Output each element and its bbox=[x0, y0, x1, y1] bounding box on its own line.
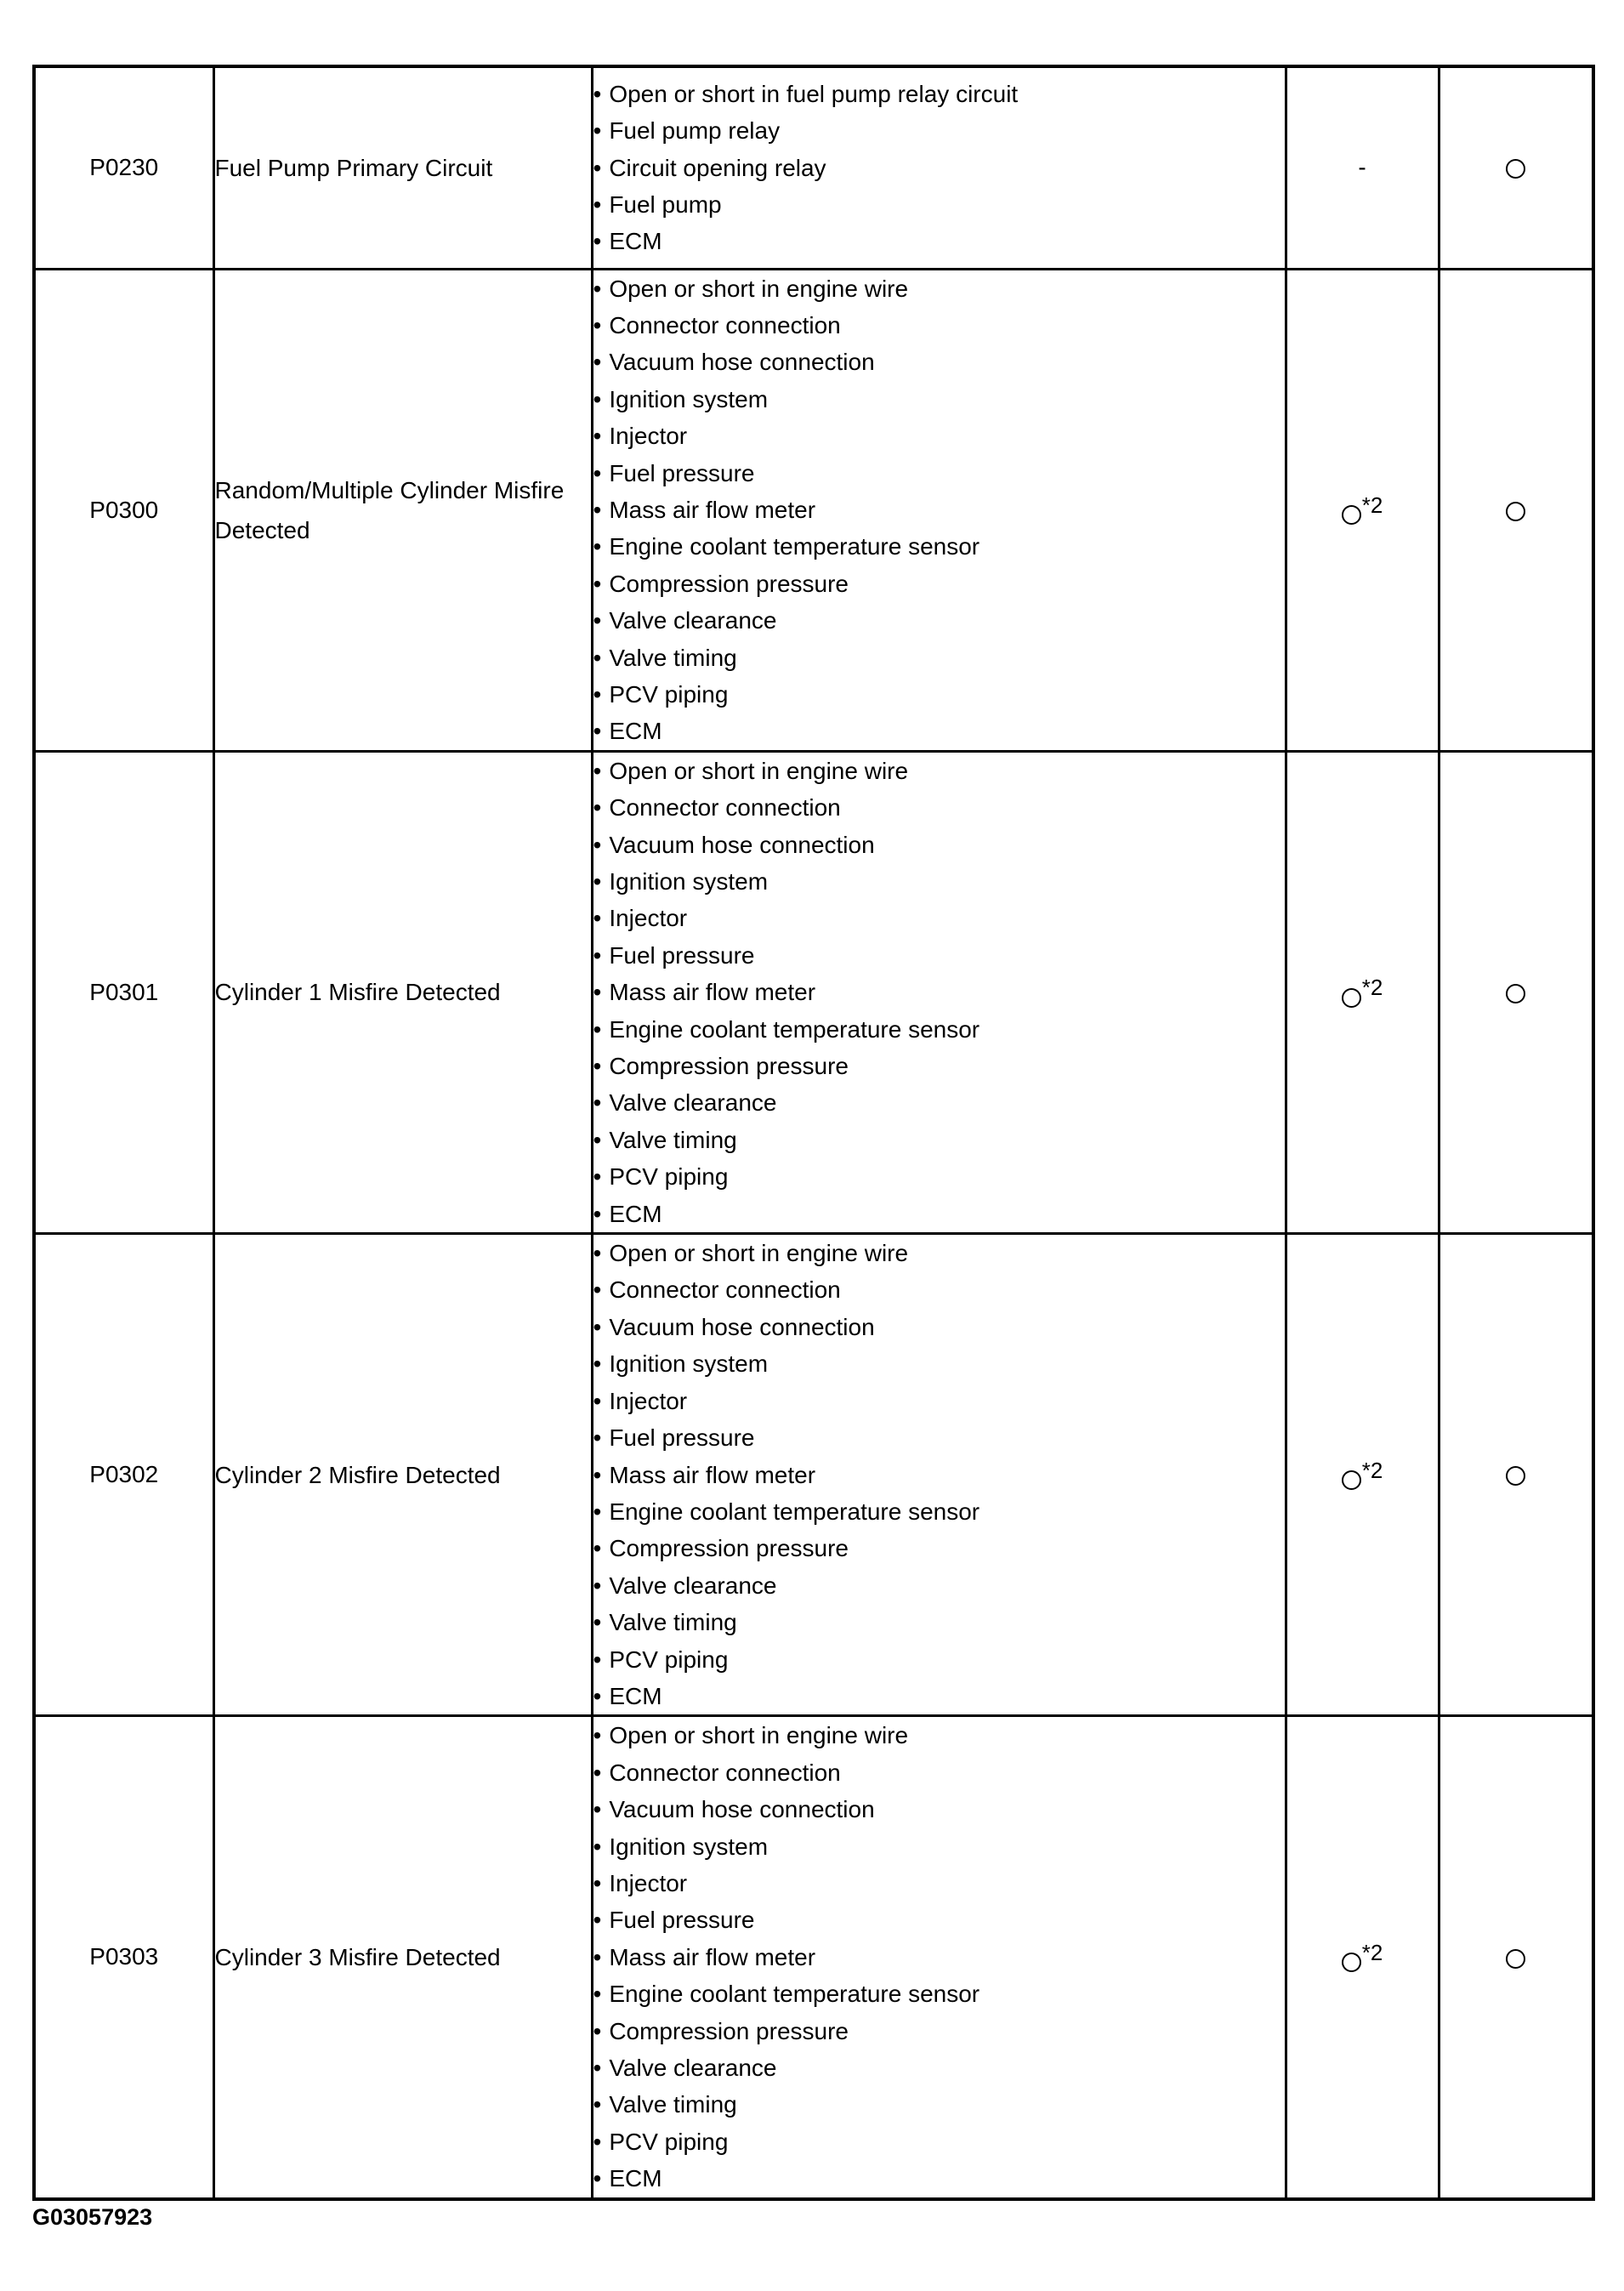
trouble-area-cell bbox=[592, 66, 1286, 269]
trouble-area-text: Ignition system bbox=[609, 1350, 769, 1378]
trouble-area-text: Injector bbox=[609, 423, 688, 450]
circle-mark bbox=[1506, 979, 1525, 1005]
bullet-icon: • bbox=[593, 1424, 602, 1452]
trouble-area-item bbox=[593, 2086, 1285, 2123]
bullet-icon: • bbox=[593, 570, 602, 597]
detection-item-label: Cylinder 1 Misfire Detected bbox=[214, 979, 501, 1006]
dtc-code-cell bbox=[34, 269, 213, 751]
trouble-area-item bbox=[593, 1828, 1285, 1865]
circle-icon bbox=[1342, 988, 1361, 1008]
bullet-icon: • bbox=[593, 979, 602, 1006]
trouble-area-item bbox=[593, 1271, 1285, 1308]
mark-cell-a bbox=[1286, 269, 1439, 751]
trouble-area-text: Connector connection bbox=[609, 794, 841, 821]
dtc-code: P0300 bbox=[89, 496, 159, 523]
bullet-icon: • bbox=[593, 718, 602, 745]
bullet-icon: • bbox=[593, 190, 602, 218]
circle-icon bbox=[1342, 505, 1361, 525]
trouble-area-item bbox=[593, 789, 1285, 826]
bullet-icon: • bbox=[593, 1759, 602, 1786]
trouble-area-text: PCV piping bbox=[609, 2128, 729, 2155]
trouble-area-text: Injector bbox=[609, 905, 688, 932]
bullet-icon: • bbox=[593, 1609, 602, 1636]
circle-mark bbox=[1342, 492, 1383, 526]
bullet-icon: • bbox=[593, 1126, 602, 1153]
trouble-area-item bbox=[593, 1309, 1285, 1345]
bullet-icon: • bbox=[593, 349, 602, 376]
trouble-area-item bbox=[593, 186, 1285, 223]
trouble-area-text: Open or short in engine wire bbox=[609, 1240, 909, 1267]
trouble-area-item bbox=[593, 1383, 1285, 1419]
dtc-code-cell bbox=[34, 1234, 213, 1716]
figure-id: G03057923 bbox=[32, 2204, 153, 2230]
trouble-area-text: Ignition system bbox=[609, 868, 769, 895]
trouble-area-text: Engine coolant temperature sensor bbox=[609, 1015, 980, 1043]
trouble-area-item bbox=[593, 713, 1285, 749]
trouble-area-item bbox=[593, 270, 1285, 307]
circle-icon bbox=[1506, 502, 1525, 521]
trouble-area-item bbox=[593, 381, 1285, 418]
circle-mark bbox=[1342, 975, 1383, 1009]
bullet-icon: • bbox=[593, 941, 602, 969]
trouble-area-item bbox=[593, 1717, 1285, 1754]
trouble-area-item bbox=[593, 223, 1285, 259]
trouble-area-text: PCV piping bbox=[609, 1163, 729, 1191]
trouble-area-item bbox=[593, 863, 1285, 900]
bullet-icon: • bbox=[593, 1313, 602, 1340]
trouble-area-item bbox=[593, 2049, 1285, 2086]
trouble-area-item bbox=[593, 455, 1285, 492]
trouble-area-item bbox=[593, 1235, 1285, 1271]
trouble-area-text: Valve timing bbox=[609, 1126, 737, 1153]
circle-mark bbox=[1506, 497, 1525, 523]
trouble-area-text: Vacuum hose connection bbox=[609, 349, 875, 376]
trouble-area-item bbox=[593, 1158, 1285, 1195]
trouble-area-text: Circuit opening relay bbox=[609, 154, 826, 181]
dtc-code: P0302 bbox=[89, 1461, 159, 1488]
trouble-area-item bbox=[593, 1791, 1285, 1828]
mark-cell-a bbox=[1286, 751, 1439, 1233]
table-row bbox=[34, 1716, 1593, 2199]
trouble-area-text: Vacuum hose connection bbox=[609, 831, 875, 858]
trouble-area-item bbox=[593, 1567, 1285, 1604]
trouble-area-text: Fuel pump bbox=[609, 190, 722, 218]
circle-icon bbox=[1342, 1470, 1361, 1490]
trouble-area-text: Ignition system bbox=[609, 1833, 769, 1860]
trouble-area-text: Connector connection bbox=[609, 311, 841, 338]
trouble-area-item bbox=[593, 1754, 1285, 1791]
trouble-area-item bbox=[593, 1975, 1285, 2012]
bullet-icon: • bbox=[593, 533, 602, 560]
bullet-icon: • bbox=[593, 117, 602, 145]
mark-cell-a bbox=[1286, 1234, 1439, 1716]
trouble-area-text: Compression pressure bbox=[609, 1535, 849, 1562]
trouble-area-text: Compression pressure bbox=[609, 1053, 849, 1080]
circle-icon bbox=[1506, 1466, 1525, 1486]
trouble-area-text: Fuel pressure bbox=[609, 1907, 755, 1934]
dtc-code: P0301 bbox=[89, 978, 159, 1005]
circle-mark bbox=[1342, 1939, 1383, 1974]
trouble-area-item bbox=[593, 528, 1285, 565]
trouble-area-item bbox=[593, 1419, 1285, 1456]
trouble-area-item bbox=[593, 150, 1285, 186]
circle-mark bbox=[1506, 154, 1525, 180]
trouble-area-item bbox=[593, 1345, 1285, 1382]
trouble-area-item bbox=[593, 1196, 1285, 1232]
trouble-area-item bbox=[593, 676, 1285, 713]
detection-item-cell bbox=[213, 1716, 592, 2199]
table-row bbox=[34, 1234, 1593, 1716]
trouble-area-item bbox=[593, 2123, 1285, 2160]
trouble-area-text: ECM bbox=[609, 1682, 662, 1709]
trouble-area-item bbox=[593, 2013, 1285, 2049]
circle-icon bbox=[1506, 1949, 1525, 1969]
trouble-area-text: Mass air flow meter bbox=[609, 1461, 816, 1488]
bullet-icon: • bbox=[593, 1053, 602, 1080]
trouble-area-item bbox=[593, 1048, 1285, 1084]
trouble-area-text: Open or short in fuel pump relay circuit bbox=[609, 80, 1019, 107]
trouble-area-item bbox=[593, 76, 1285, 112]
trouble-area-cell bbox=[592, 1716, 1286, 2199]
bullet-icon: • bbox=[593, 1796, 602, 1823]
trouble-area-text: Fuel pump relay bbox=[609, 117, 781, 145]
dtc-code: P0303 bbox=[89, 1943, 159, 1970]
footnote-ref: *2 bbox=[1361, 492, 1383, 519]
trouble-area-item bbox=[593, 1457, 1285, 1493]
circle-mark bbox=[1342, 1457, 1383, 1492]
bullet-icon: • bbox=[593, 311, 602, 338]
mark-cell-b bbox=[1439, 66, 1593, 269]
trouble-area-text: Fuel pressure bbox=[609, 1424, 755, 1452]
trouble-area-item bbox=[593, 112, 1285, 149]
trouble-area-text: Vacuum hose connection bbox=[609, 1796, 875, 1823]
bullet-icon: • bbox=[593, 1907, 602, 1934]
trouble-area-text: Valve clearance bbox=[609, 2055, 777, 2081]
circle-mark bbox=[1506, 1461, 1525, 1487]
trouble-area-item bbox=[593, 640, 1285, 676]
trouble-area-text: Mass air flow meter bbox=[609, 1943, 816, 1970]
mark-cell-b bbox=[1439, 1716, 1593, 2199]
trouble-area-item bbox=[593, 418, 1285, 454]
trouble-area-item bbox=[593, 900, 1285, 936]
table-row bbox=[34, 66, 1593, 269]
bullet-icon: • bbox=[593, 459, 602, 486]
trouble-area-item bbox=[593, 1604, 1285, 1640]
bullet-icon: • bbox=[593, 385, 602, 412]
trouble-area-item bbox=[593, 1084, 1285, 1121]
bullet-icon: • bbox=[593, 1498, 602, 1525]
trouble-area-text: Open or short in engine wire bbox=[609, 1722, 909, 1749]
bullet-icon: • bbox=[593, 607, 602, 634]
bullet-icon: • bbox=[593, 1015, 602, 1043]
trouble-area-text: Valve clearance bbox=[609, 607, 777, 634]
bullet-icon: • bbox=[593, 1535, 602, 1562]
footnote-ref: *2 bbox=[1361, 1457, 1383, 1483]
dash-mark: - bbox=[1358, 154, 1366, 181]
dtc-code-cell bbox=[34, 1716, 213, 2199]
detection-item-cell bbox=[213, 1234, 592, 1716]
mark-cell-b bbox=[1439, 269, 1593, 751]
bullet-icon: • bbox=[593, 1461, 602, 1488]
bullet-icon: • bbox=[593, 1200, 602, 1227]
bullet-icon: • bbox=[593, 680, 602, 708]
trouble-area-text: Ignition system bbox=[609, 385, 769, 412]
trouble-area-cell bbox=[592, 751, 1286, 1233]
detection-item-label: Random/Multiple Cylinder Misfire Detected bbox=[214, 476, 565, 543]
bullet-icon: • bbox=[593, 868, 602, 895]
trouble-area-text: ECM bbox=[609, 2165, 662, 2192]
trouble-area-item bbox=[593, 1122, 1285, 1158]
footnote-ref: *2 bbox=[1361, 1939, 1383, 1965]
trouble-area-item bbox=[593, 937, 1285, 974]
dtc-code-cell bbox=[34, 66, 213, 269]
trouble-area-item bbox=[593, 2160, 1285, 2197]
trouble-area-text: Vacuum hose connection bbox=[609, 1313, 875, 1340]
trouble-area-text: Valve clearance bbox=[609, 1572, 777, 1599]
detection-item-label: Fuel Pump Primary Circuit bbox=[214, 154, 493, 181]
dtc-table-body bbox=[34, 66, 1593, 2199]
trouble-area-text: Engine coolant temperature sensor bbox=[609, 533, 980, 560]
trouble-area-text: Connector connection bbox=[609, 1276, 841, 1304]
bullet-icon: • bbox=[593, 1572, 602, 1599]
bullet-icon: • bbox=[593, 2055, 602, 2081]
bullet-icon: • bbox=[593, 644, 602, 671]
trouble-area-text: Fuel pressure bbox=[609, 459, 755, 486]
trouble-area-item bbox=[593, 1011, 1285, 1048]
bullet-icon: • bbox=[593, 496, 602, 523]
trouble-area-item bbox=[593, 1902, 1285, 1938]
trouble-area-text: ECM bbox=[609, 228, 662, 255]
trouble-area-item bbox=[593, 753, 1285, 789]
trouble-area-text: PCV piping bbox=[609, 1646, 729, 1673]
bullet-icon: • bbox=[593, 1089, 602, 1117]
trouble-area-text: Mass air flow meter bbox=[609, 979, 816, 1006]
mark-cell-b bbox=[1439, 751, 1593, 1233]
trouble-area-item bbox=[593, 1865, 1285, 1902]
trouble-area-text: Valve clearance bbox=[609, 1089, 777, 1117]
mark-cell-b bbox=[1439, 1234, 1593, 1716]
trouble-area-item bbox=[593, 1939, 1285, 1975]
trouble-area-item bbox=[593, 566, 1285, 602]
trouble-area-item bbox=[593, 974, 1285, 1010]
bullet-icon: • bbox=[593, 2017, 602, 2044]
bullet-icon: • bbox=[593, 228, 602, 255]
bullet-icon: • bbox=[593, 423, 602, 450]
footnote-ref: *2 bbox=[1361, 975, 1383, 1001]
detection-item-cell bbox=[213, 269, 592, 751]
bullet-icon: • bbox=[593, 1646, 602, 1673]
trouble-area-text: Mass air flow meter bbox=[609, 496, 816, 523]
trouble-area-cell bbox=[592, 1234, 1286, 1716]
mark-cell-a bbox=[1286, 66, 1439, 269]
bullet-icon: • bbox=[593, 1869, 602, 1896]
circle-icon bbox=[1506, 984, 1525, 1003]
trouble-area-item bbox=[593, 602, 1285, 639]
mark-cell-a bbox=[1286, 1716, 1439, 2199]
circle-mark bbox=[1506, 1943, 1525, 1970]
bullet-icon: • bbox=[593, 1943, 602, 1970]
bullet-icon: • bbox=[593, 831, 602, 858]
trouble-area-text: Engine coolant temperature sensor bbox=[609, 1981, 980, 2008]
trouble-area-text: Open or short in engine wire bbox=[609, 757, 909, 784]
trouble-area-text: Valve timing bbox=[609, 1609, 737, 1636]
bullet-icon: • bbox=[593, 275, 602, 302]
trouble-area-text: Compression pressure bbox=[609, 570, 849, 597]
circle-icon bbox=[1506, 159, 1525, 179]
bullet-icon: • bbox=[593, 794, 602, 821]
trouble-area-item bbox=[593, 827, 1285, 863]
trouble-area-item bbox=[593, 307, 1285, 344]
trouble-area-text: Engine coolant temperature sensor bbox=[609, 1498, 980, 1525]
dtc-table bbox=[32, 65, 1595, 2201]
detection-item-cell bbox=[213, 751, 592, 1233]
bullet-icon: • bbox=[593, 80, 602, 107]
trouble-area-text: Connector connection bbox=[609, 1759, 841, 1786]
bullet-icon: • bbox=[593, 1682, 602, 1709]
trouble-area-text: Valve timing bbox=[609, 644, 737, 671]
table-row bbox=[34, 269, 1593, 751]
trouble-area-cell bbox=[592, 269, 1286, 751]
bullet-icon: • bbox=[593, 757, 602, 784]
bullet-icon: • bbox=[593, 905, 602, 932]
trouble-area-text: Compression pressure bbox=[609, 2017, 849, 2044]
trouble-area-text: Valve timing bbox=[609, 2091, 737, 2118]
bullet-icon: • bbox=[593, 1387, 602, 1414]
detection-item-label: Cylinder 2 Misfire Detected bbox=[214, 1461, 501, 1488]
bullet-icon: • bbox=[593, 2165, 602, 2192]
circle-icon bbox=[1342, 1953, 1361, 1972]
detection-item-label: Cylinder 3 Misfire Detected bbox=[214, 1943, 501, 1970]
bullet-icon: • bbox=[593, 2091, 602, 2118]
bullet-icon: • bbox=[593, 1981, 602, 2008]
dtc-code-cell bbox=[34, 751, 213, 1233]
trouble-area-item bbox=[593, 1678, 1285, 1714]
trouble-area-item bbox=[593, 344, 1285, 380]
table-row bbox=[34, 751, 1593, 1233]
trouble-area-text: PCV piping bbox=[609, 680, 729, 708]
bullet-icon: • bbox=[593, 1163, 602, 1191]
trouble-area-text: Injector bbox=[609, 1387, 688, 1414]
trouble-area-item bbox=[593, 492, 1285, 528]
detection-item-cell bbox=[213, 66, 592, 269]
trouble-area-text: ECM bbox=[609, 1200, 662, 1227]
bullet-icon: • bbox=[593, 1722, 602, 1749]
trouble-area-text: Open or short in engine wire bbox=[609, 275, 909, 302]
trouble-area-text: Fuel pressure bbox=[609, 941, 755, 969]
bullet-icon: • bbox=[593, 1240, 602, 1267]
trouble-area-item bbox=[593, 1530, 1285, 1566]
bullet-icon: • bbox=[593, 154, 602, 181]
trouble-area-item bbox=[593, 1641, 1285, 1678]
bullet-icon: • bbox=[593, 1350, 602, 1378]
trouble-area-text: ECM bbox=[609, 718, 662, 745]
bullet-icon: • bbox=[593, 1276, 602, 1304]
bullet-icon: • bbox=[593, 2128, 602, 2155]
trouble-area-item bbox=[593, 1493, 1285, 1530]
dtc-code: P0230 bbox=[89, 154, 159, 181]
trouble-area-text: Injector bbox=[609, 1869, 688, 1896]
bullet-icon: • bbox=[593, 1833, 602, 1860]
